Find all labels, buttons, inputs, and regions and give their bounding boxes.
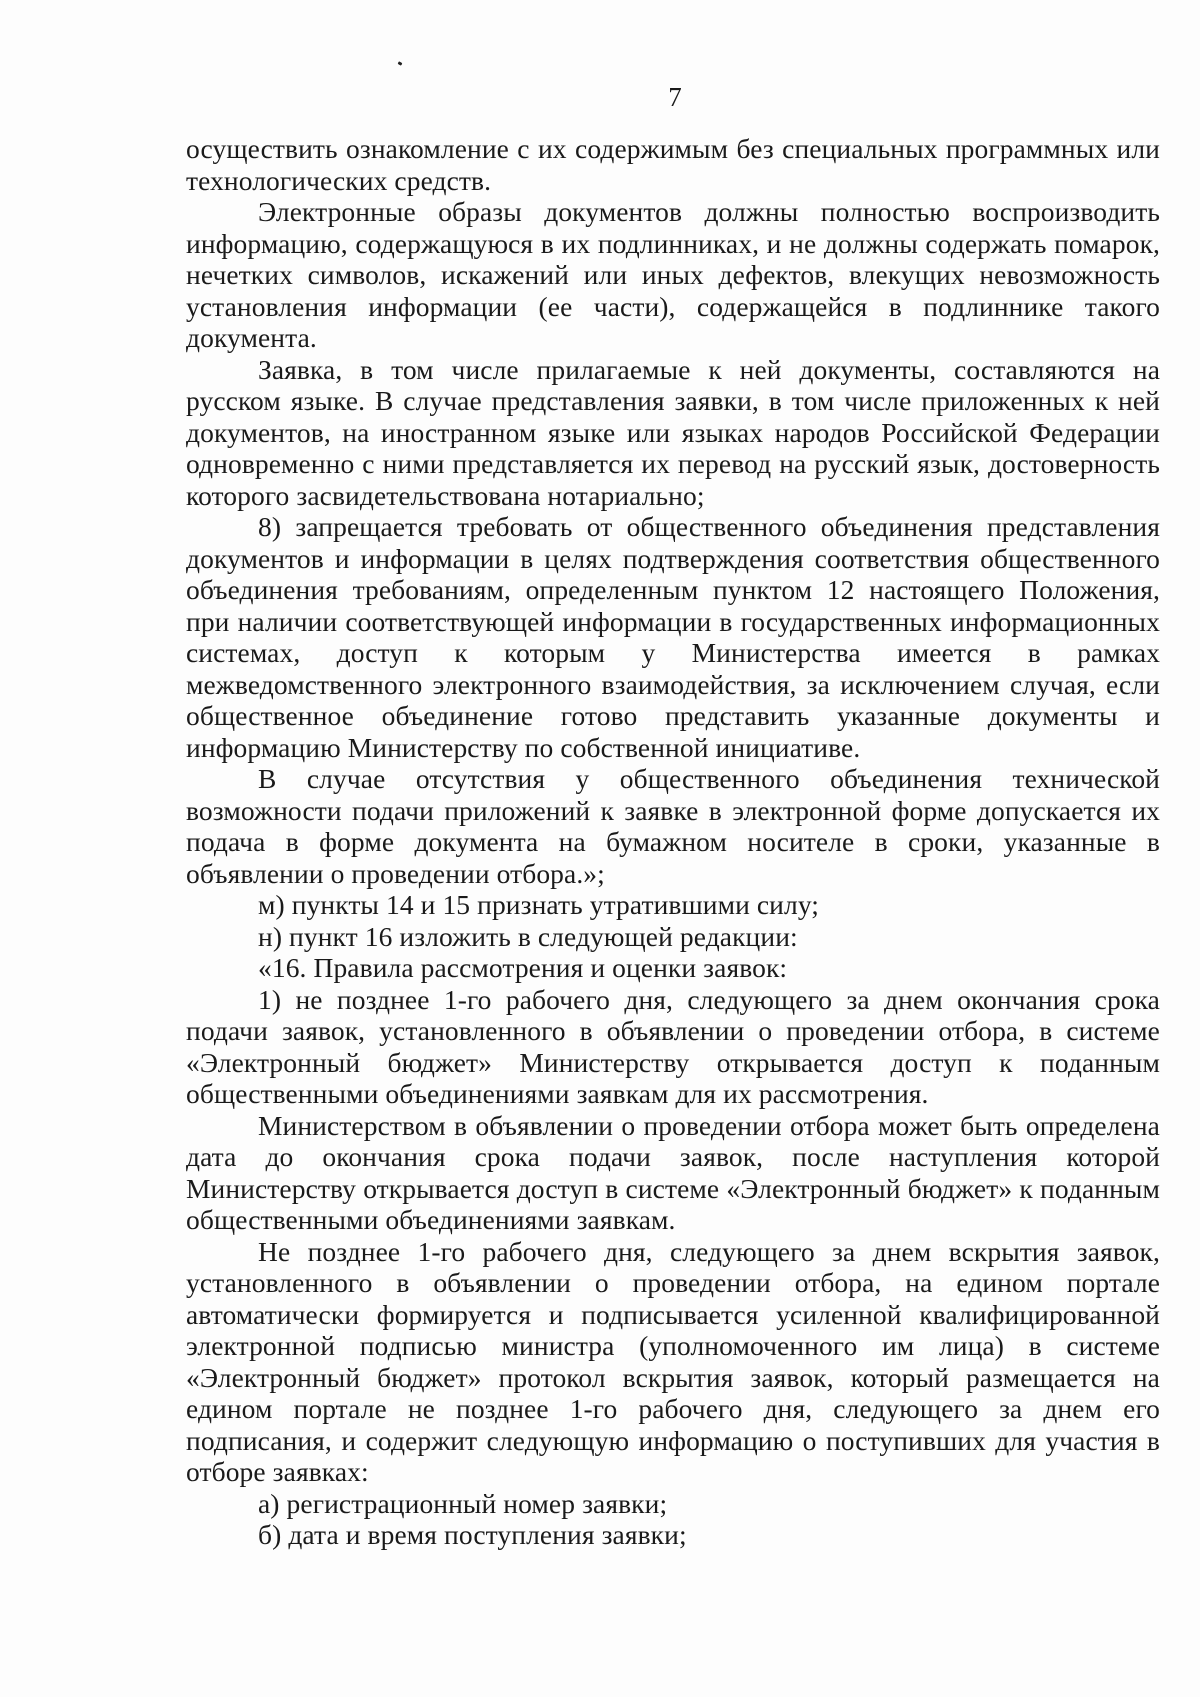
list-item: н) пункт 16 изложить в следующей редакции: <box>258 920 798 952</box>
paragraph: Министерством в объявлении о проведении отбора может быть определена дата до окончания срока подачи заявок, после наступления которой Министерству открывается доступ в системе «Электронный бюджет» к поданным общественными объединениями заявкам. <box>186 1109 1160 1235</box>
section-heading: «16. Правила рассмотрения и оценки заявок: <box>258 952 788 983</box>
paragraph: 1) не позднее 1-го рабочего дня, следующего за днем окончания срока подачи заявок, установленного в объявлении о проведении отбора, в системе «Электронный бюджет» Министерству открывается доступ к поданным общественными объединениями заявкам для их рассмотрения. <box>186 983 1160 1109</box>
paragraph: осуществить ознакомление с их содержимым без специальных программных или технологических средств. <box>186 133 1160 196</box>
paragraph: Электронные образы документов должны полностью воспроизводить информацию, содержащуюся в их подлинниках, и не должны содержать помарок, нечетких символов, искажений или иных дефектов, влекущих невозможность установления информации (ее части), содержащейся в подлиннике такого документа. <box>186 196 1160 353</box>
page-number: 7 <box>668 82 682 112</box>
list-item: м) пункты 14 и 15 признать утратившими силу; <box>258 889 820 920</box>
scan-speck <box>398 61 403 66</box>
document-body <box>186 133 1160 1551</box>
paragraph: 8) запрещается требовать от общественного объединения представления документов и информации в целях подтверждения соответствия общественного объединения требованиям, определенным пунктом 12 настоящего Положения, при наличии соответствующей информации в государственных информационных системах, доступ к которым у Министерства имеется в рамках межведомственного электронного взаимодействия, за исключением случая, если общественное объединение готово представить указанные документы и информацию Министерству по собственной инициативе. <box>186 511 1160 763</box>
paragraph: В случае отсутствия у общественного объединения технической возможности подачи приложений к заявке в электронной форме допускается их подача в форме документа на бумажном носителе в сроки, указанные в объявлении о проведении отбора.»; <box>186 763 1160 889</box>
list-item: а) регистрационный номер заявки; <box>258 1487 668 1519</box>
paragraph: Заявка, в том числе прилагаемые к ней документы, составляются на русском языке. В случае представления заявки, в том числе приложенных к ней документов, на иностранном языке или языках народов Российской Федерации одновременно с ними представляется их перевод на русский язык, достоверность которого засвидетельствована нотариально; <box>186 353 1160 511</box>
paragraph: Не позднее 1-го рабочего дня, следующего за днем вскрытия заявок, установленного в объявлении о проведении отбора, на едином портале автоматически формируется и подписывается усиленной квалифицированной электронной подписью министра (уполномоченного им лица) в системе «Электронный бюджет» протокол вскрытия заявок, который размещается на едином портале не позднее 1-го рабочего дня, следующего за днем его подписания, и содержит следующую информацию о поступивших для участия в отборе заявках: <box>186 1235 1160 1487</box>
list-item: б) дата и время поступления заявки; <box>258 1519 687 1550</box>
